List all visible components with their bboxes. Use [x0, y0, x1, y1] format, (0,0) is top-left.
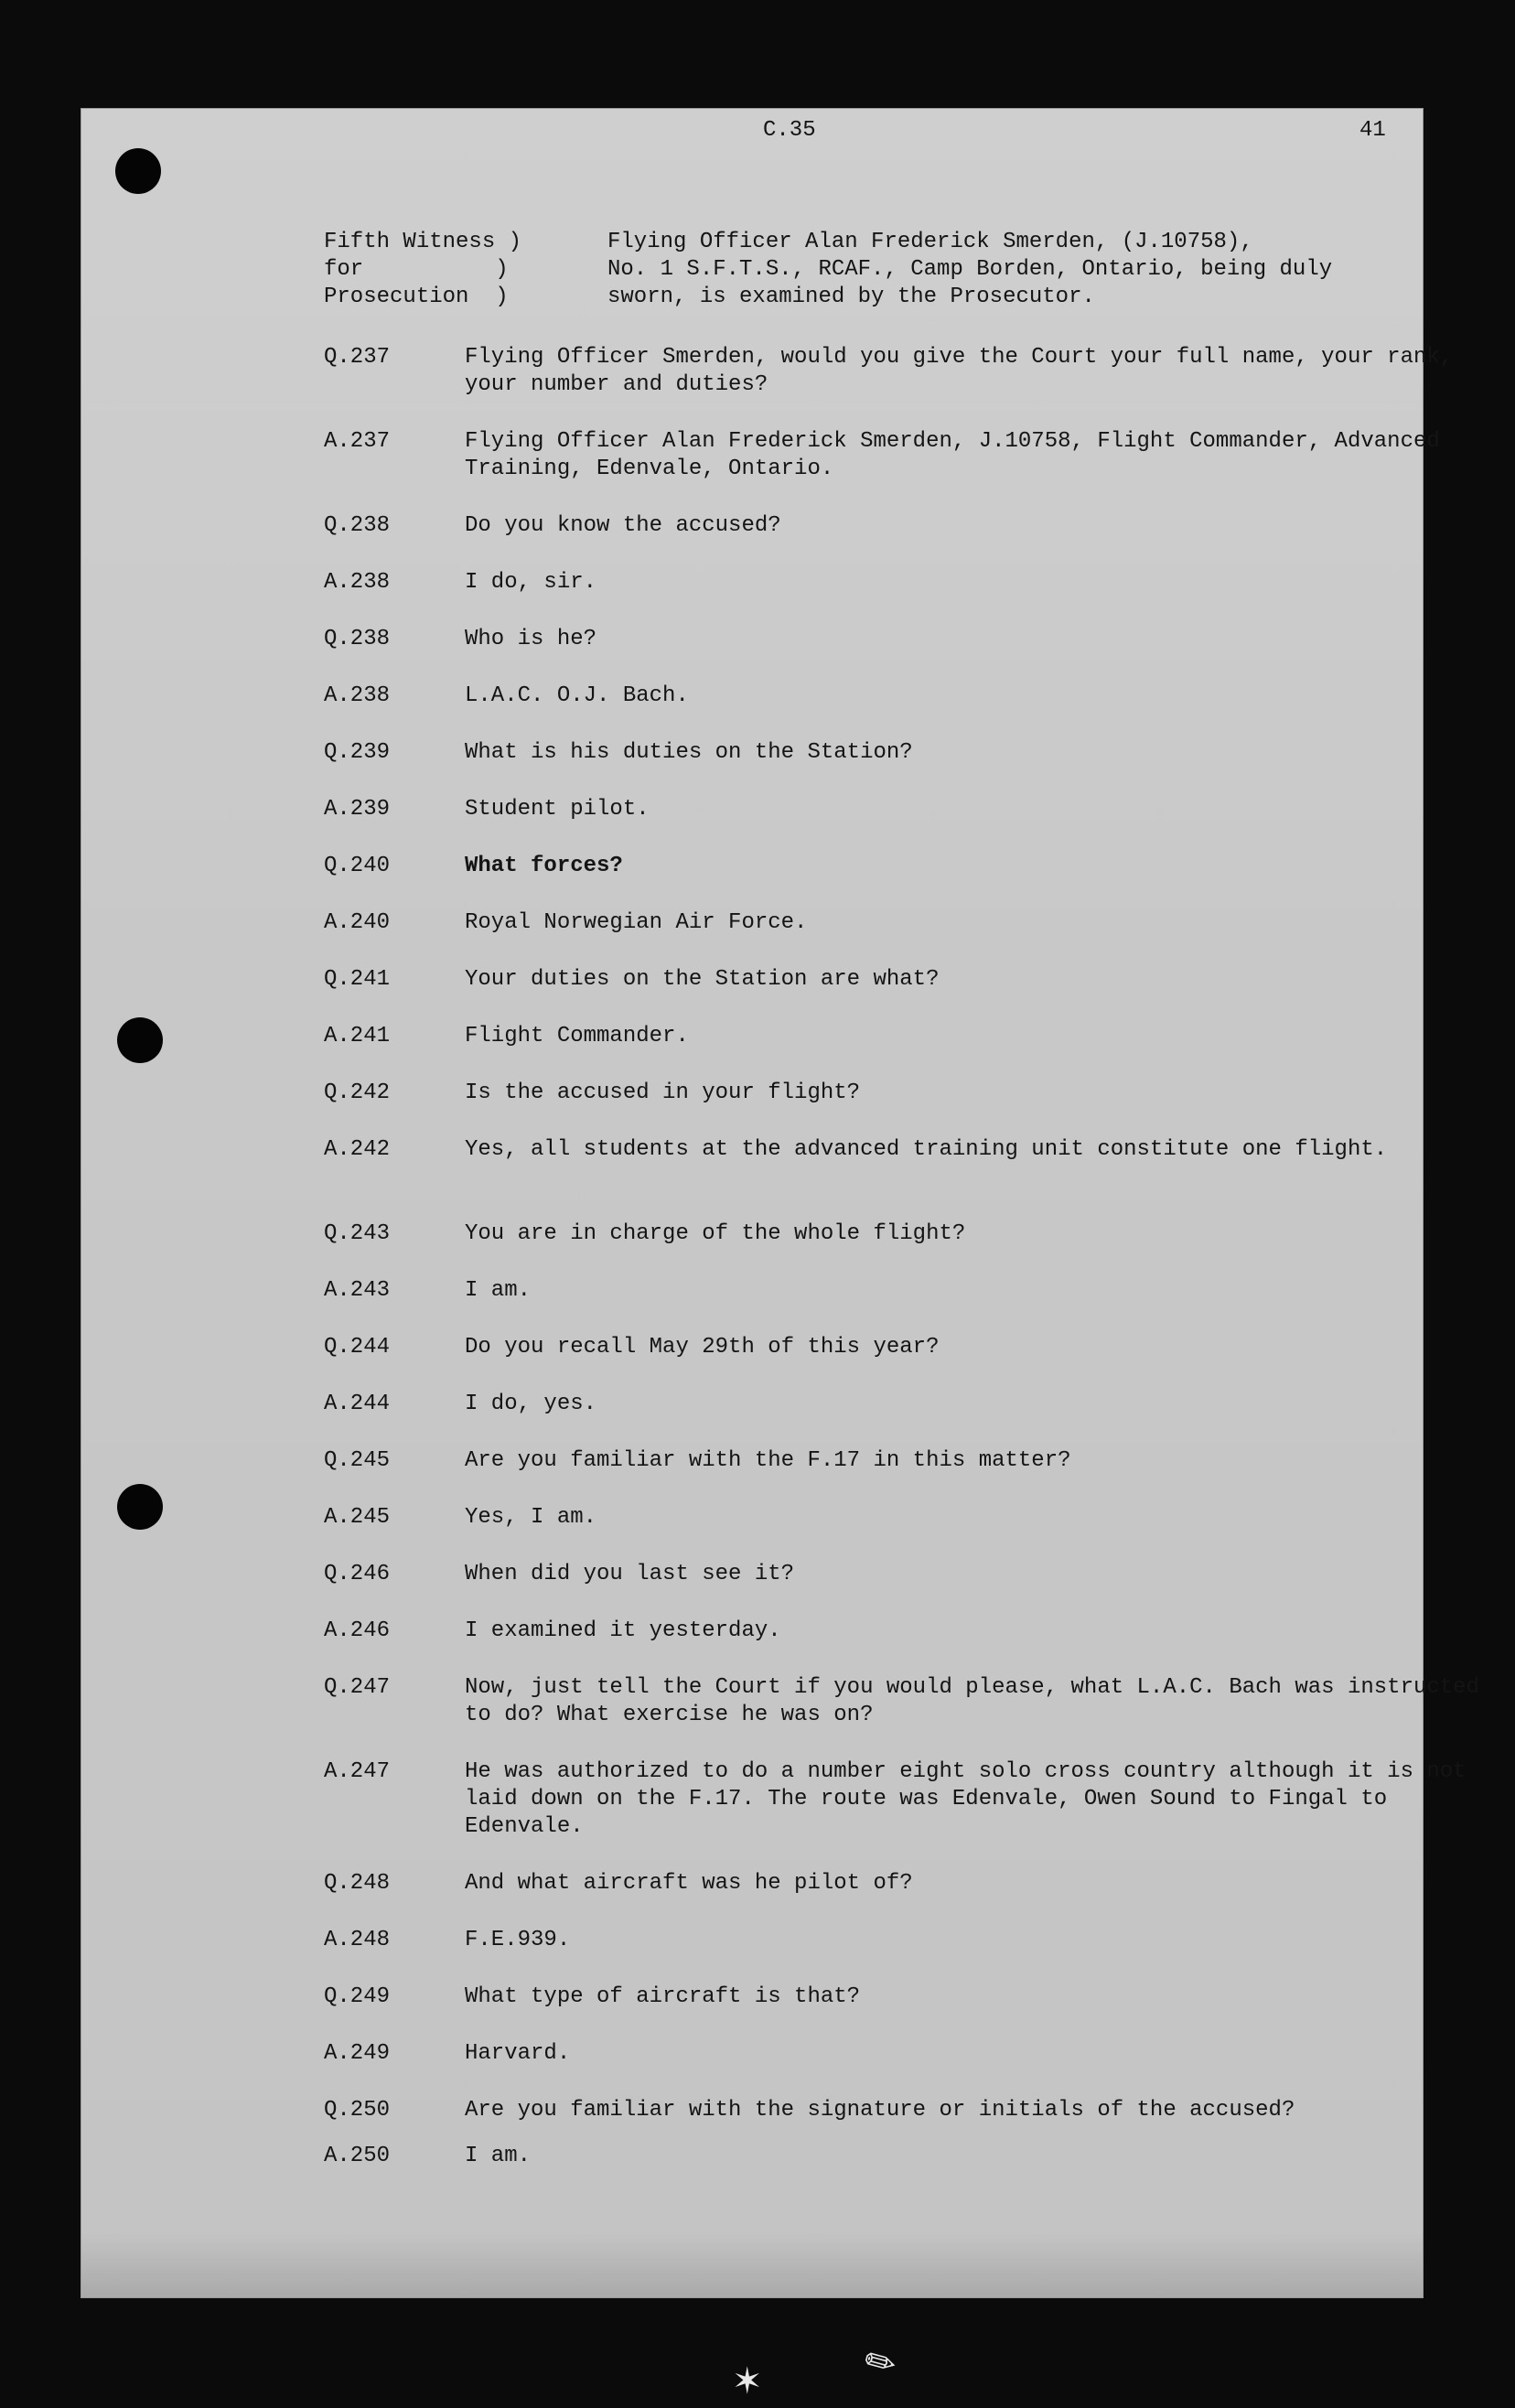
entry-text: Royal Norwegian Air Force.: [465, 910, 808, 935]
entry-label: Q.246: [324, 1562, 391, 1586]
page-number: 41: [1359, 118, 1386, 143]
entry-text: Flight Commander.: [465, 1024, 689, 1048]
entry-text: Do you know the accused?: [465, 513, 781, 538]
entry-text: Do you recall May 29th of this year?: [465, 1335, 940, 1360]
entry-label: Q.249: [324, 1984, 391, 2009]
entry-text: Are you familiar with the signature or initials of the accused?: [465, 2098, 1295, 2123]
entry-text: F.E.939.: [465, 1928, 571, 1952]
entry-text: You are in charge of the whole flight?: [465, 1221, 966, 1246]
entry-label: A.242: [324, 1137, 391, 1162]
entry-label: A.249: [324, 2041, 391, 2066]
entry-label: Q.237: [324, 345, 391, 370]
entry-text: Student pilot.: [465, 797, 650, 822]
entry-label: A.250: [324, 2144, 391, 2168]
entry-label: A.237: [324, 429, 391, 454]
entry-label: A.247: [324, 1759, 391, 1784]
entry-label: Q.248: [324, 1871, 391, 1896]
entry-text: Flying Officer Alan Frederick Smerden, J.10758, Flight Commander, Advanced Training, Edenvale, Ontario.: [465, 429, 1440, 481]
witness-description-line: No. 1 S.F.T.S., RCAF., Camp Borden, Ontario, being duly: [607, 257, 1333, 282]
entry-text: What forces?: [465, 854, 623, 878]
entry-text: What type of aircraft is that?: [465, 1984, 861, 2009]
page-code: C.35: [763, 118, 816, 143]
scan-artifact-mark: ✶: [732, 2360, 763, 2403]
entry-label: Q.239: [324, 740, 391, 765]
entry-text: And what aircraft was he pilot of?: [465, 1871, 913, 1896]
entry-text: He was authorized to do a number eight solo cross country although it is not laid down on the F.17. The route was Edenvale, Owen Sound to Fingal to Edenvale.: [465, 1759, 1467, 1839]
entry-label: Q.244: [324, 1335, 391, 1360]
entry-text: Who is he?: [465, 627, 597, 651]
entry-label: A.248: [324, 1928, 391, 1952]
entry-label: A.243: [324, 1278, 391, 1303]
entry-text: Yes, all students at the advanced training unit constitute one flight.: [465, 1137, 1388, 1162]
entry-text: Yes, I am.: [465, 1505, 597, 1530]
entry-label: A.238: [324, 570, 391, 595]
entry-text: I am.: [465, 2144, 532, 2168]
entry-text: I do, yes.: [465, 1392, 597, 1416]
witness-label-line: for ): [324, 257, 509, 282]
entry-text: Is the accused in your flight?: [465, 1080, 861, 1105]
entry-text: When did you last see it?: [465, 1562, 795, 1586]
entry-text: I do, sir.: [465, 570, 597, 595]
entry-label: Q.238: [324, 513, 391, 538]
entry-label: A.239: [324, 797, 391, 822]
entry-label: Q.241: [324, 967, 391, 992]
witness-description-line: Flying Officer Alan Frederick Smerden, (J.10758),: [607, 230, 1253, 254]
entry-text: Harvard.: [465, 2041, 571, 2066]
entry-label: Q.242: [324, 1080, 391, 1105]
punch-hole-lower: [117, 1484, 163, 1530]
entry-label: Q.243: [324, 1221, 391, 1246]
entry-label: Q.250: [324, 2098, 391, 2123]
scan-shadow: [81, 2231, 1423, 2297]
entry-text: I examined it yesterday.: [465, 1618, 781, 1643]
witness-label-line: Prosecution ): [324, 285, 509, 309]
punch-hole-middle: [117, 1017, 163, 1063]
entry-label: Q.247: [324, 1675, 391, 1700]
entry-label: A.244: [324, 1392, 391, 1416]
entry-text: What is his duties on the Station?: [465, 740, 913, 765]
entry-text: L.A.C. O.J. Bach.: [465, 683, 689, 708]
punch-hole-top: [115, 148, 161, 194]
entry-label: A.246: [324, 1618, 391, 1643]
scan-artifact-mark: ✎: [856, 2337, 905, 2390]
entry-text: Flying Officer Smerden, would you give the Court your full name, your rank, your number and duties?: [465, 345, 1454, 397]
entry-text: Are you familiar with the F.17 in this matter?: [465, 1448, 1071, 1473]
entry-label: Q.245: [324, 1448, 391, 1473]
entry-label: A.238: [324, 683, 391, 708]
entry-label: A.240: [324, 910, 391, 935]
entry-label: A.245: [324, 1505, 391, 1530]
witness-description-line: sworn, is examined by the Prosecutor.: [607, 285, 1095, 309]
entry-label: Q.240: [324, 854, 391, 878]
witness-label-line: Fifth Witness ): [324, 230, 522, 254]
entry-label: A.241: [324, 1024, 391, 1048]
entry-text: Now, just tell the Court if you would please, what L.A.C. Bach was instructed to do? What exercise he was on?: [465, 1675, 1479, 1727]
entry-text: Your duties on the Station are what?: [465, 967, 940, 992]
entry-text: I am.: [465, 1278, 532, 1303]
entry-label: Q.238: [324, 627, 391, 651]
